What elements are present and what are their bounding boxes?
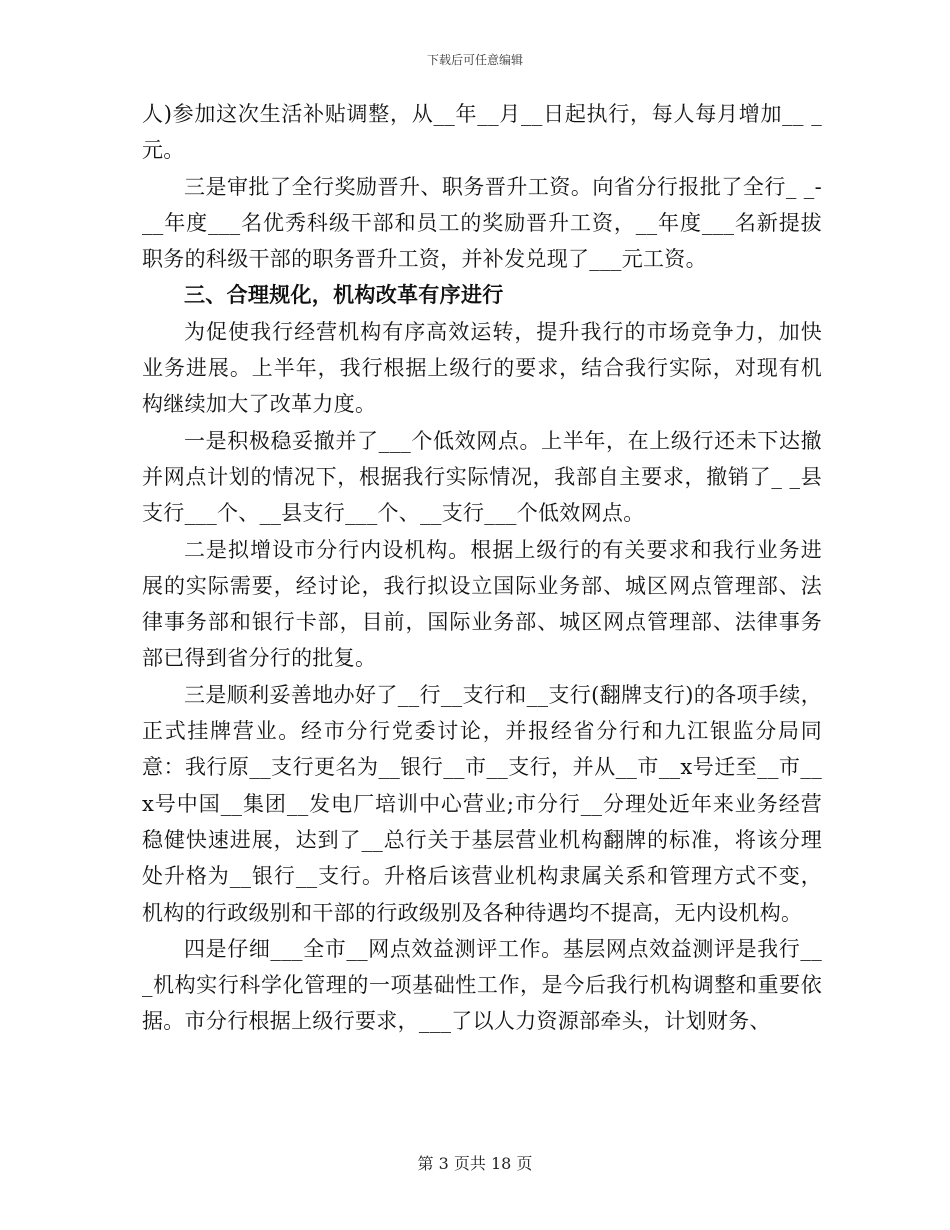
paragraph-2: 三是审批了全行奖励晋升、职务晋升工资。向省分行报批了全行_ _-__年度___名优秀科级干部和员工的奖励晋升工资，__年度___名新提拔职务的科级干部的职务晋升工资，并补发兑现了___元工资。 bbox=[142, 174, 822, 272]
page-header: 下载后可任意编辑 bbox=[426, 53, 523, 67]
paragraph-7: 四是仔细___全市__网点效益测评工作。基层网点效益测评是我行___机构实行科学化管理的一项基础性工作，是今后我行机构调整和重要依据。市分行根据上级行要求，___了以人力资源部牵头，计划财务、 bbox=[142, 936, 822, 1034]
paragraph-5: 二是拟增设市分行内设机构。根据上级行的有关要求和我行业务进展的实际需要，经讨论，我行拟设立国际业务部、城区网点管理部、法律事务部和银行卡部，目前，国际业务部、城区网点管理部、法律事务部已得到省分行的批复。 bbox=[142, 537, 822, 671]
document-body bbox=[142, 96, 822, 1040]
paragraph-4: 一是积极稳妥撤并了___个低效网点。上半年，在上级行还未下达撤并网点计划的情况下，根据我行实际情况，我部自主要求，撤销了_ _县支行___个、__县支行___个、__支行___个低效网点。 bbox=[142, 428, 822, 526]
paragraph-6: 三是顺利妥善地办好了__行__支行和__支行(翻牌支行)的各项手续，正式挂牌营业。经市分行党委讨论，并报经省分行和九江银监分局同意：我行原__支行更名为__银行__市__支行，并从__市__x号迁至__市__x号中国__集团__发电厂培训中心营业;市分行__分理处近年来业务经营稳健快速进展，达到了__总行关于基层营业机构翻牌的标准，将该分理处升格为__银行__支行。升格后该营业机构隶属关系和管理方式不变，机构的行政级别和干部的行政级别及各种待遇均不提高，无内设机构。 bbox=[142, 682, 822, 925]
page-footer: 第 3 页共 18 页 bbox=[417, 1154, 533, 1173]
paragraph-3: 为促使我行经营机构有序高效运转，提升我行的市场竞争力，加快业务进展。上半年，我行根据上级行的要求，结合我行实际，对现有机构继续加大了改革力度。 bbox=[142, 319, 822, 417]
section-heading: 三、合理规化，机构改革有序进行 bbox=[184, 282, 504, 308]
paragraph-1: 人)参加这次生活补贴调整，从__年__月__日起执行，每人每月增加__ _元。 bbox=[142, 102, 822, 163]
